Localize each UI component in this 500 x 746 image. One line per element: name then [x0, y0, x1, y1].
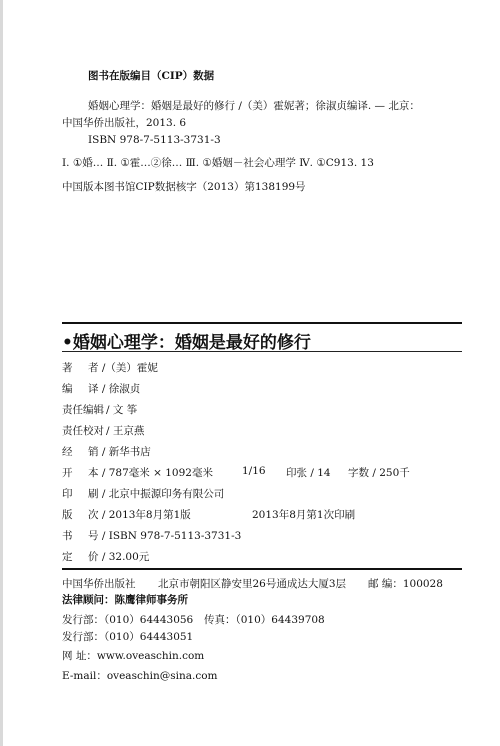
publisher-fax: 传真：（010）64439708 [204, 614, 325, 626]
info-label: 责任编辑 [62, 404, 104, 416]
cip-entry-line1: 婚姻心理学：婚姻是最好的修行 /（美）霍妮著；徐淑贞编译. — 北京： [88, 100, 420, 112]
book-title: •婚姻心理学：婚姻是最好的修行 [62, 333, 311, 353]
info-label: 著 [62, 362, 73, 374]
cip-isbn: ISBN 978-7-5113-3731-3 [88, 134, 221, 146]
info-label: 责任校对 [62, 425, 104, 437]
publisher-address: 北京市朝阳区静安里26号通成达大厦3层 [158, 578, 347, 590]
publisher-sales-phone: 发行部：（010）64443056 [62, 614, 194, 626]
publisher-distribution-phone: 发行部：（010）64443051 [62, 631, 194, 643]
info-label: 版 [62, 509, 73, 521]
info-value: 译 / 徐淑贞 [88, 383, 141, 395]
info-value-format: 1/16 [242, 465, 266, 477]
cip-heading: 图书在版编目（CIP）数据 [88, 70, 215, 82]
info-label: 开 [62, 467, 73, 479]
info-label: 书 [62, 530, 73, 542]
info-value: 销 / 新华书店 [88, 446, 151, 458]
info-label: 经 [62, 446, 73, 458]
info-label: 编 [62, 383, 73, 395]
publisher-top-rule [62, 568, 462, 570]
title-bottom-rule [62, 351, 462, 352]
cip-entry-line2: 中国华侨出版社，2013. 6 [62, 117, 187, 129]
info-value-wordcount: 字数 / 250千 [348, 467, 410, 479]
info-value: 刷 / 北京中振源印务有限公司 [88, 488, 225, 500]
title-top-rule [62, 322, 462, 324]
cip-subjects: Ⅰ. ①婚… Ⅱ. ①霍…②徐… Ⅲ. ①婚姻－社会心理学 Ⅳ. ①C913. 13 [62, 157, 374, 169]
info-value: 号 / ISBN 978-7-5113-3731-3 [88, 530, 242, 542]
publisher-name: 中国华侨出版社 [62, 578, 136, 590]
info-label: 定 [62, 551, 73, 563]
info-value: / 文 筝 [106, 404, 138, 416]
publisher-website: 网 址：www.oveaschin.com [62, 650, 205, 662]
info-value-sheets: 印张 / 14 [286, 467, 331, 479]
publisher-postcode: 邮 编：100028 [368, 578, 443, 590]
info-value-printing: 2013年8月第1次印刷 [252, 509, 356, 521]
info-value: / 王京燕 [106, 425, 145, 437]
publisher-email: E-mail：oveaschin@sina.com [62, 670, 218, 682]
page-edge-shadow [0, 0, 3, 746]
info-value: 价 / 32.00元 [88, 551, 150, 563]
info-value: 本 / 787毫米 × 1092毫米 [88, 467, 213, 479]
info-label: 印 [62, 488, 73, 500]
info-value: 次 / 2013年8月第1版 [88, 509, 191, 521]
info-value: 者 /（美）霍妮 [88, 362, 158, 374]
publisher-legal: 法律顾问：陈鹰律师事务所 [62, 594, 188, 606]
cip-verification: 中国版本图书馆CIP数据核字（2013）第138199号 [62, 181, 306, 193]
